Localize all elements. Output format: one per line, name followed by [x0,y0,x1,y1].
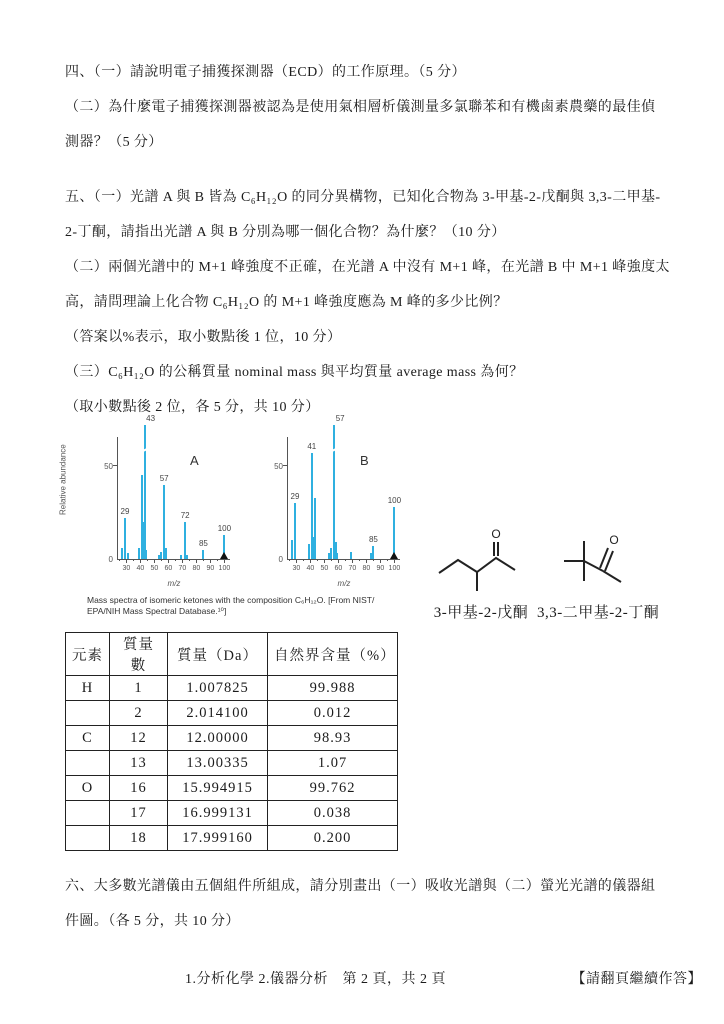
spectrum-plot-a [104,414,232,588]
y-tick-label: 0 [278,555,283,564]
structure-label: 3-甲基-2-戊酮 [433,605,529,621]
x-axis-tick [310,559,311,563]
y-tick-label: 50 [274,462,283,471]
question-5-line: 五、（一）光譜 A 與 B 皆為 C₆H₁₂O 的同分異構物，已知化合物為 3-甲基-2-戊酮與 3,3-二甲基- [65,190,661,205]
figure-caption [87,595,419,617]
spectrum-bar [202,550,204,559]
x-tick-label: 30 [122,565,131,572]
structure-label: 3,3-二甲基-2-丁酮 [537,605,660,621]
x-axis-tick [147,559,148,561]
table-cell [66,701,110,726]
spectrum-bar [180,555,182,559]
x-tick-label: 90 [376,565,385,572]
table-row [66,826,398,851]
x-axis-tick [345,559,346,561]
spectrum-bar [165,548,167,559]
x-tick-label: 100 [218,565,231,572]
spectrum-bar [314,498,316,559]
mass-spectrum-b [257,414,413,593]
table-cell: 17 [110,801,168,826]
spectrum-plot-b [274,414,402,588]
table-cell: 17.999160 [168,826,268,851]
table-cell: 99.762 [268,776,398,801]
footer-subject-page-number: 1.分析化學 2.儀器分析 第 2 頁，共 2 頁 [185,972,446,987]
question-5-line: 2-丁酮，請指出光譜 A 與 B 分別為哪一個化合物？為什麼？（10 分） [65,225,506,240]
table-row [66,801,398,826]
x-axis-tick [154,559,155,563]
x-axis-tick [324,559,325,563]
question-4-line: （二）為什麼電子捕獲探測器被認為是使用氣相層析儀測量多氯聯苯和有機鹵素農藥的最佳偵 [65,100,656,115]
x-tick-label: 50 [320,565,329,572]
table-row [66,776,398,801]
x-axis-tick [387,559,388,561]
x-tick-label: 70 [178,565,187,572]
question-5-line: （答案以%表示，取小數點後 1 位，10 分） [65,330,342,345]
peak-label: 43 [146,414,156,423]
x-axis-label: m/z [337,579,351,588]
x-axis-tick [373,559,374,561]
spectrum-bar [336,553,338,559]
table-cell: 13 [110,751,168,776]
x-axis-tick [140,559,141,563]
x-tick-label: 100 [388,565,401,572]
table-row [66,701,398,726]
skeletal-structure-icon [433,527,529,599]
spectrum-bar [330,548,332,559]
spectrum-bar [333,425,335,559]
x-axis-tick [394,559,395,563]
table-cell: 0.200 [268,826,398,851]
peak-label: 100 [387,495,402,505]
table-row [66,676,398,701]
figure-caption-line: EPA/NIH Mass Spectral Database.¹⁰] [87,606,227,616]
mass-spectrum-a [58,414,243,593]
x-tick-label: 30 [292,565,301,572]
table-header-cell: 元素 [66,633,110,676]
x-axis-tick [359,559,360,561]
table-cell: 99.988 [268,676,398,701]
spectrum-bar [124,518,126,559]
question-6 [65,869,724,939]
x-axis-tick [296,559,297,563]
molecular-ion-marker-icon [220,552,228,559]
table-cell [66,751,110,776]
table-row [66,751,398,776]
x-axis-tick [133,559,134,561]
x-axis-tick [119,559,120,561]
x-axis-tick [217,559,218,561]
x-axis-tick [380,559,381,563]
footer-turn-page-note: 【請翻頁繼續作答】 [571,972,702,987]
table-cell: C [66,726,110,751]
figure-mass-spectra [58,414,724,622]
table-header-cell: 自然界含量（%） [268,633,398,676]
x-axis-tick [196,559,197,563]
peak-label: 72 [180,510,190,520]
spectra-column [58,414,415,617]
x-axis-tick [161,559,162,561]
table-cell: 18 [110,826,168,851]
x-tick-label: 40 [136,565,145,572]
table-cell: 12 [110,726,168,751]
x-axis-tick [224,559,225,563]
table-header-cell: 質量（Da） [168,633,268,676]
table-cell: 0.038 [268,801,398,826]
spectrum-bar [308,544,310,559]
spectrum-bar [186,555,188,559]
peak-label: 85 [198,538,208,548]
svg-text:O: O [491,527,501,541]
table-cell: 0.012 [268,701,398,726]
question-5 [65,180,724,425]
spectrum-bar [328,553,330,559]
skeletal-structure-icon [555,527,641,599]
x-axis-tick [289,559,290,561]
x-axis-tick [175,559,176,561]
structure-3-methyl-2-pentanone [433,527,529,622]
table-header-cell: 質量數 [110,633,168,676]
x-axis-tick [126,559,127,563]
spectrum-bar [121,548,123,559]
x-tick-label: 90 [206,565,215,572]
x-axis-tick [203,559,204,561]
table-row [66,726,398,751]
y-axis-tick [113,465,118,466]
x-axis-tick [331,559,332,561]
spectrum-bar [294,503,296,559]
structures-column [433,429,659,622]
y-tick-label: 50 [104,462,113,471]
peak-label: 100 [217,523,232,533]
page-footer [65,968,702,988]
x-tick-label: 60 [334,565,343,572]
question-5-line: （二）兩個光譜中的 M+1 峰強度不正確，在光譜 A 中沒有 M+1 峰，在光譜 B 中 M+1 峰強度太 [65,260,670,275]
x-axis-label: m/z [167,579,181,588]
x-axis-tick [338,559,339,563]
spectrum-letter-label: A [190,453,199,468]
spectrum-bar [350,552,352,559]
x-axis-tick [317,559,318,561]
table-cell: 16 [110,776,168,801]
x-tick-label: 60 [164,565,173,572]
spectrum-bar [158,555,160,559]
table-cell: 1 [110,676,168,701]
x-axis-tick [168,559,169,563]
x-tick-label: 80 [192,565,201,572]
spectra-group [58,414,415,593]
x-tick-label: 80 [362,565,371,572]
table-cell: 2 [110,701,168,726]
isotope-table [65,632,398,851]
question-4 [65,55,724,160]
peak-label: 41 [307,441,317,451]
question-5-line: （三）C₆H₁₂O 的公稱質量 nominal mass 與平均質量 average mass 為何？ [65,365,524,380]
x-tick-label: 70 [348,565,357,572]
table-cell: 1.007825 [168,676,268,701]
peak-label: 29 [290,492,300,502]
question-4-line: 測器？（5 分） [65,135,163,150]
spectrum-letter-label: B [360,453,369,468]
molecular-ion-marker-icon [390,552,398,559]
table-header-row [66,633,398,676]
y-axis-label: Relative abundance [58,444,68,515]
table-cell: 12.00000 [168,726,268,751]
table-cell: 13.00335 [168,751,268,776]
x-axis-tick [303,559,304,561]
table-cell: 2.014100 [168,701,268,726]
table-cell: O [66,776,110,801]
table-cell: 1.07 [268,751,398,776]
spectrum-bar [138,548,140,559]
y-tick-label: 0 [108,555,113,564]
figure-caption-line: Mass spectra of isomeric ketones with the composition C₆H₁₂O. [From NIST/ [87,595,375,605]
x-tick-label: 40 [306,565,315,572]
question-4-line: 四、（一）請說明電子捕獲探測器（ECD）的工作原理。（5 分） [65,65,466,80]
x-axis-tick [182,559,183,563]
x-axis-tick [189,559,190,561]
question-6-line: 六、大多數光譜儀由五個組件所組成，請分別畫出（一）吸收光譜與（二）螢光光譜的儀器組 [65,879,656,894]
spectrum-bar [127,553,129,559]
table-cell: H [66,676,110,701]
peak-label: 85 [368,534,378,544]
x-axis-tick [352,559,353,563]
x-axis-tick [210,559,211,563]
peak-label: 29 [120,507,130,517]
spectrum-bar [370,553,372,559]
x-axis-tick [366,559,367,563]
y-axis-tick [283,465,288,466]
spectrum-bar [144,425,146,559]
spectrum-bar [372,546,374,559]
table-cell [66,801,110,826]
peak-label: 57 [335,414,345,423]
table-cell: 15.994915 [168,776,268,801]
table-cell: 16.999131 [168,801,268,826]
question-6-line: 件圖。（各 5 分，共 10 分） [65,914,240,929]
spectrum-bar [291,540,293,559]
table-cell: 98.93 [268,726,398,751]
spectrum-bar [160,552,162,559]
svg-text:O: O [609,533,619,547]
spectrum-bar [184,522,186,559]
structure-3-3-dimethyl-2-butanone [537,527,659,622]
x-tick-label: 50 [150,565,159,572]
table-cell [66,826,110,851]
spectrum-bar [145,550,147,559]
question-5-line: 高，請問理論上化合物 C₆H₁₂O 的 M+1 峰強度應為 M 峰的多少比例？ [65,295,508,310]
peak-label: 57 [159,473,169,483]
question-5-line: （取小數點後 2 位，各 5 分，共 10 分） [65,400,320,415]
